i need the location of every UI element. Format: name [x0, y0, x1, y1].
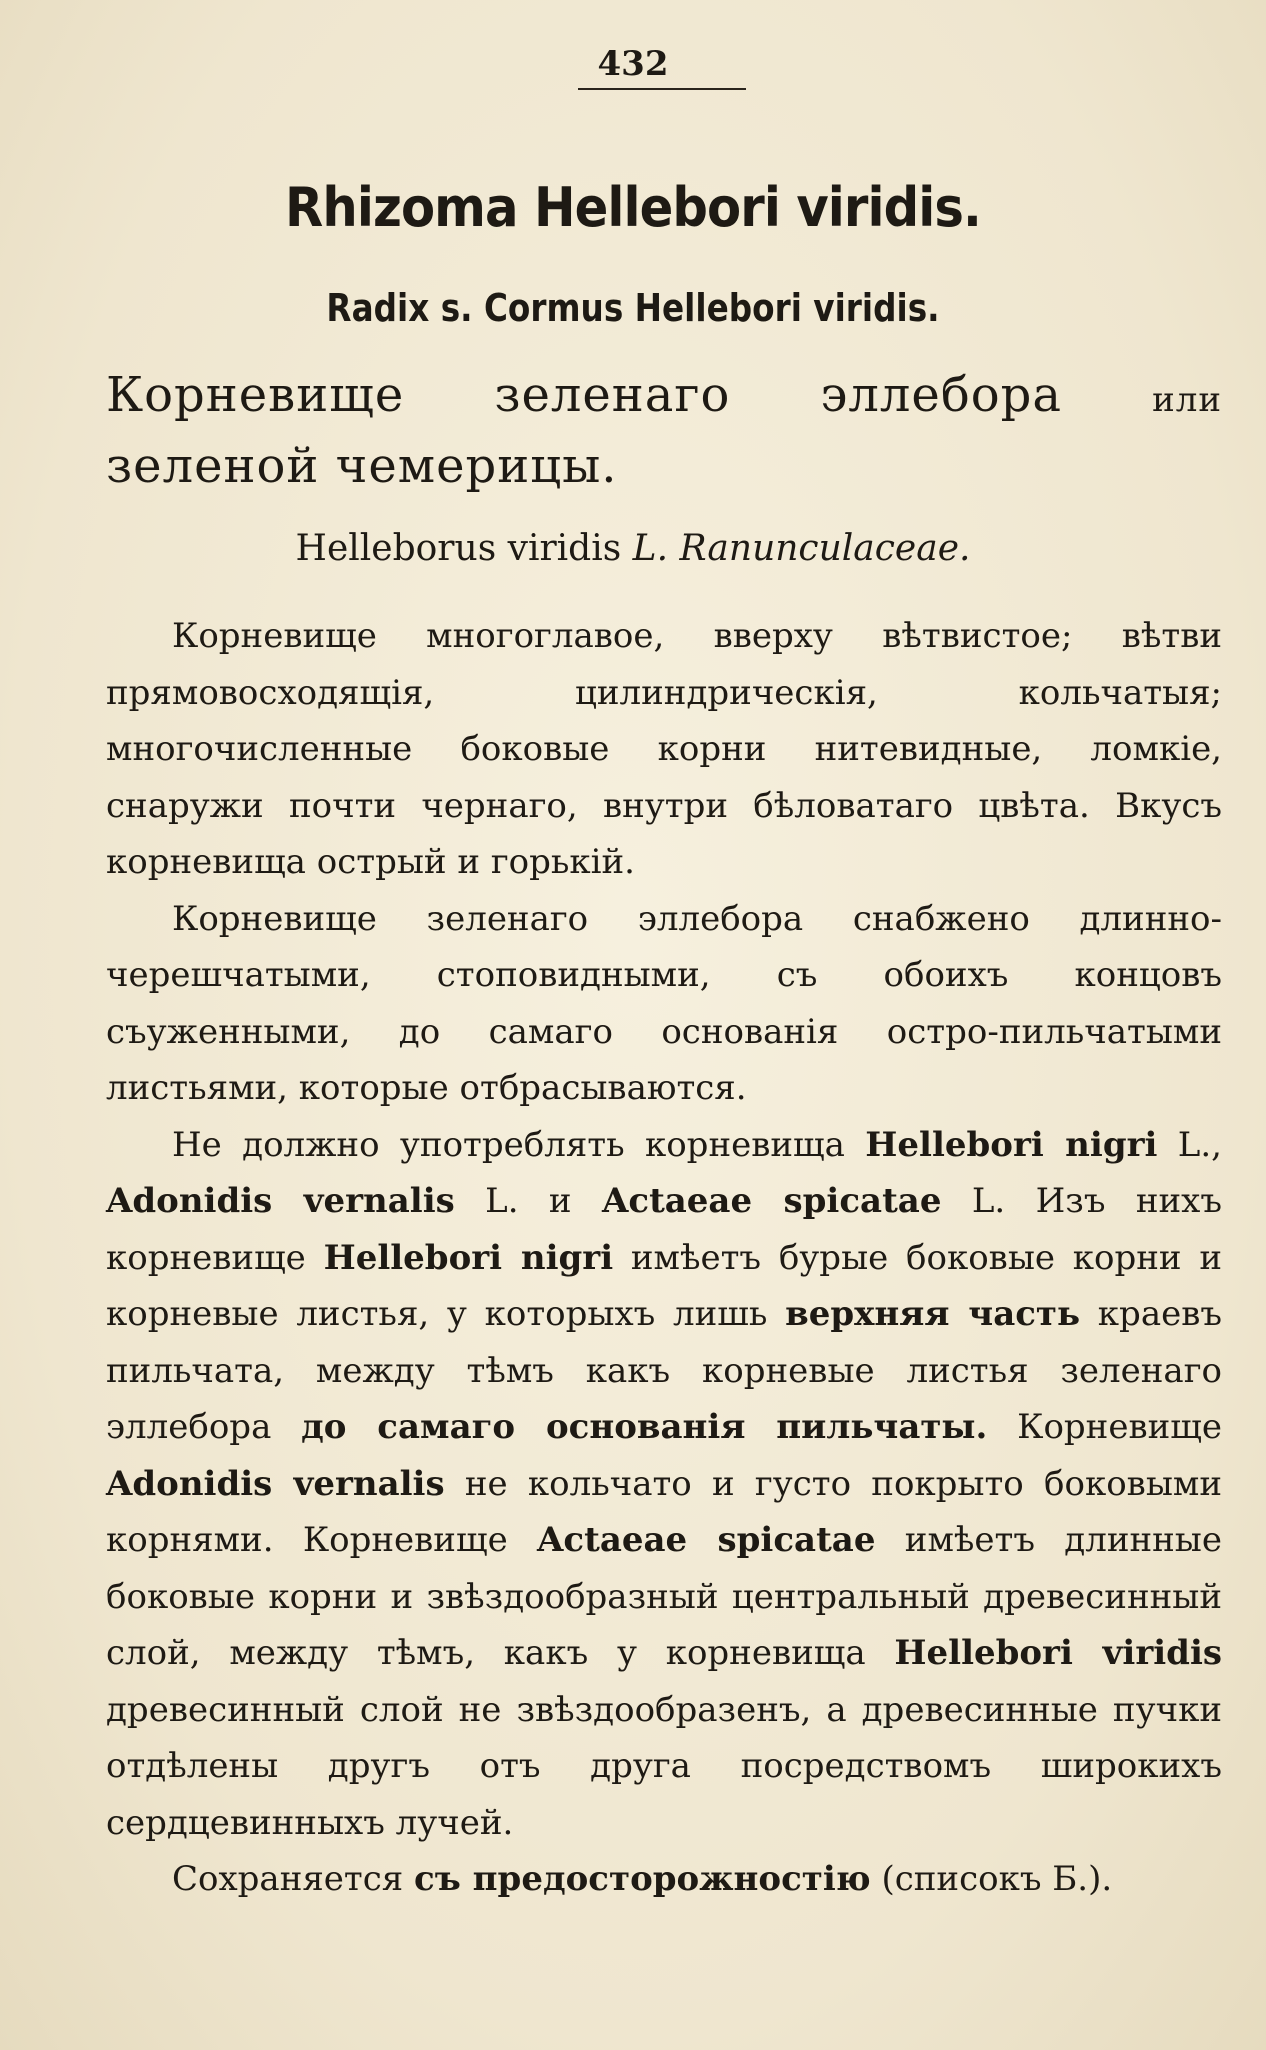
species-family: Ranunculaceae.: [679, 528, 971, 569]
p3-bold: Actaeae spicatae: [537, 1520, 876, 1560]
russian-title-conj: или: [1152, 380, 1222, 420]
p3-bold: Hellebori viridis: [894, 1633, 1222, 1673]
p3-text: имѣетъ длинные боковые корни и звѣздообразный центральный древесинный слой, между тѣмъ, какъ у корневища: [106, 1520, 1222, 1673]
p4-text: Сохраняется: [172, 1859, 415, 1899]
p3-bold: Adonidis vernalis: [106, 1181, 455, 1221]
body-text: [106, 608, 1222, 1908]
paragraph-4: [106, 1851, 1222, 1908]
p3-text: L. Изъ нихъ корневище: [106, 1181, 1222, 1278]
p3-text: древесинный слой не звѣздообразенъ, а древесинные пучки отдѣлены другъ отъ друга посредствомъ широкихъ сердцевинныхъ лучей.: [106, 1689, 1222, 1843]
p3-bold: до самаго основанія пильчаты.: [301, 1407, 988, 1447]
p3-bold: Actaeae spicatae: [601, 1181, 942, 1221]
russian-title-part2: зеленой чемерицы.: [106, 438, 618, 494]
p3-text: имѣетъ бурые боковые корни и корневые листья, у которыхъ лишь: [106, 1237, 1223, 1334]
species-name: Helleborus viridis: [295, 528, 622, 569]
paragraph-1: Корневище многоглавое, вверху вѣтвистое; вѣтви прямовосходящія, цилиндрическія, кольчатыя; многочисленные боковые корни нитевидные, ломкіе, снаружи почти чернаго, внутри бѣловатаго цвѣта. Вкусъ корневища острый и горькій.: [106, 616, 1222, 882]
p3-bold: верхняя часть: [785, 1294, 1081, 1334]
p3-text: L. и: [454, 1181, 602, 1221]
p3-text: L.,: [1157, 1124, 1222, 1165]
russian-title: [106, 362, 1222, 499]
p3-text: Корневище: [987, 1407, 1223, 1447]
p3-text: не кольчато и густо покрыто боковыми корнями. Корневище: [106, 1463, 1222, 1560]
species-line: [0, 528, 1266, 569]
page-number: 432: [597, 44, 669, 84]
species-author: L.: [632, 528, 669, 569]
paragraph-2: Корневище зеленаго эллебора снабжено длинно-черешчатыми, стоповидными, съ обоихъ концовъ съуженными, до самаго основанія остро-пильчатыми листьями, которые отбрасываются.: [106, 898, 1222, 1108]
p4-text: (списокъ Б.).: [870, 1859, 1113, 1899]
p3-bold: Adonidis vernalis: [106, 1463, 445, 1504]
p3-text: краевъ пильчата, между тѣмъ какъ корневые листья зеленаго эллебора: [106, 1294, 1222, 1447]
paragraph-3: [106, 1117, 1222, 1852]
header-rule: [578, 88, 746, 90]
p4-bold: съ предосторожностію: [414, 1859, 871, 1899]
article-title: Rhizoma Hellebori viridis.: [285, 176, 981, 239]
p3-bold: Hellebori nigri: [865, 1124, 1158, 1165]
article-subtitle: Radix s. Cormus Hellebori viridis.: [326, 286, 940, 330]
russian-title-part1: Корневище зеленаго эллебора: [106, 367, 1062, 423]
p3-bold: Hellebori nigri: [323, 1237, 614, 1278]
p3-text: Не должно употреблять корневища: [172, 1124, 866, 1165]
